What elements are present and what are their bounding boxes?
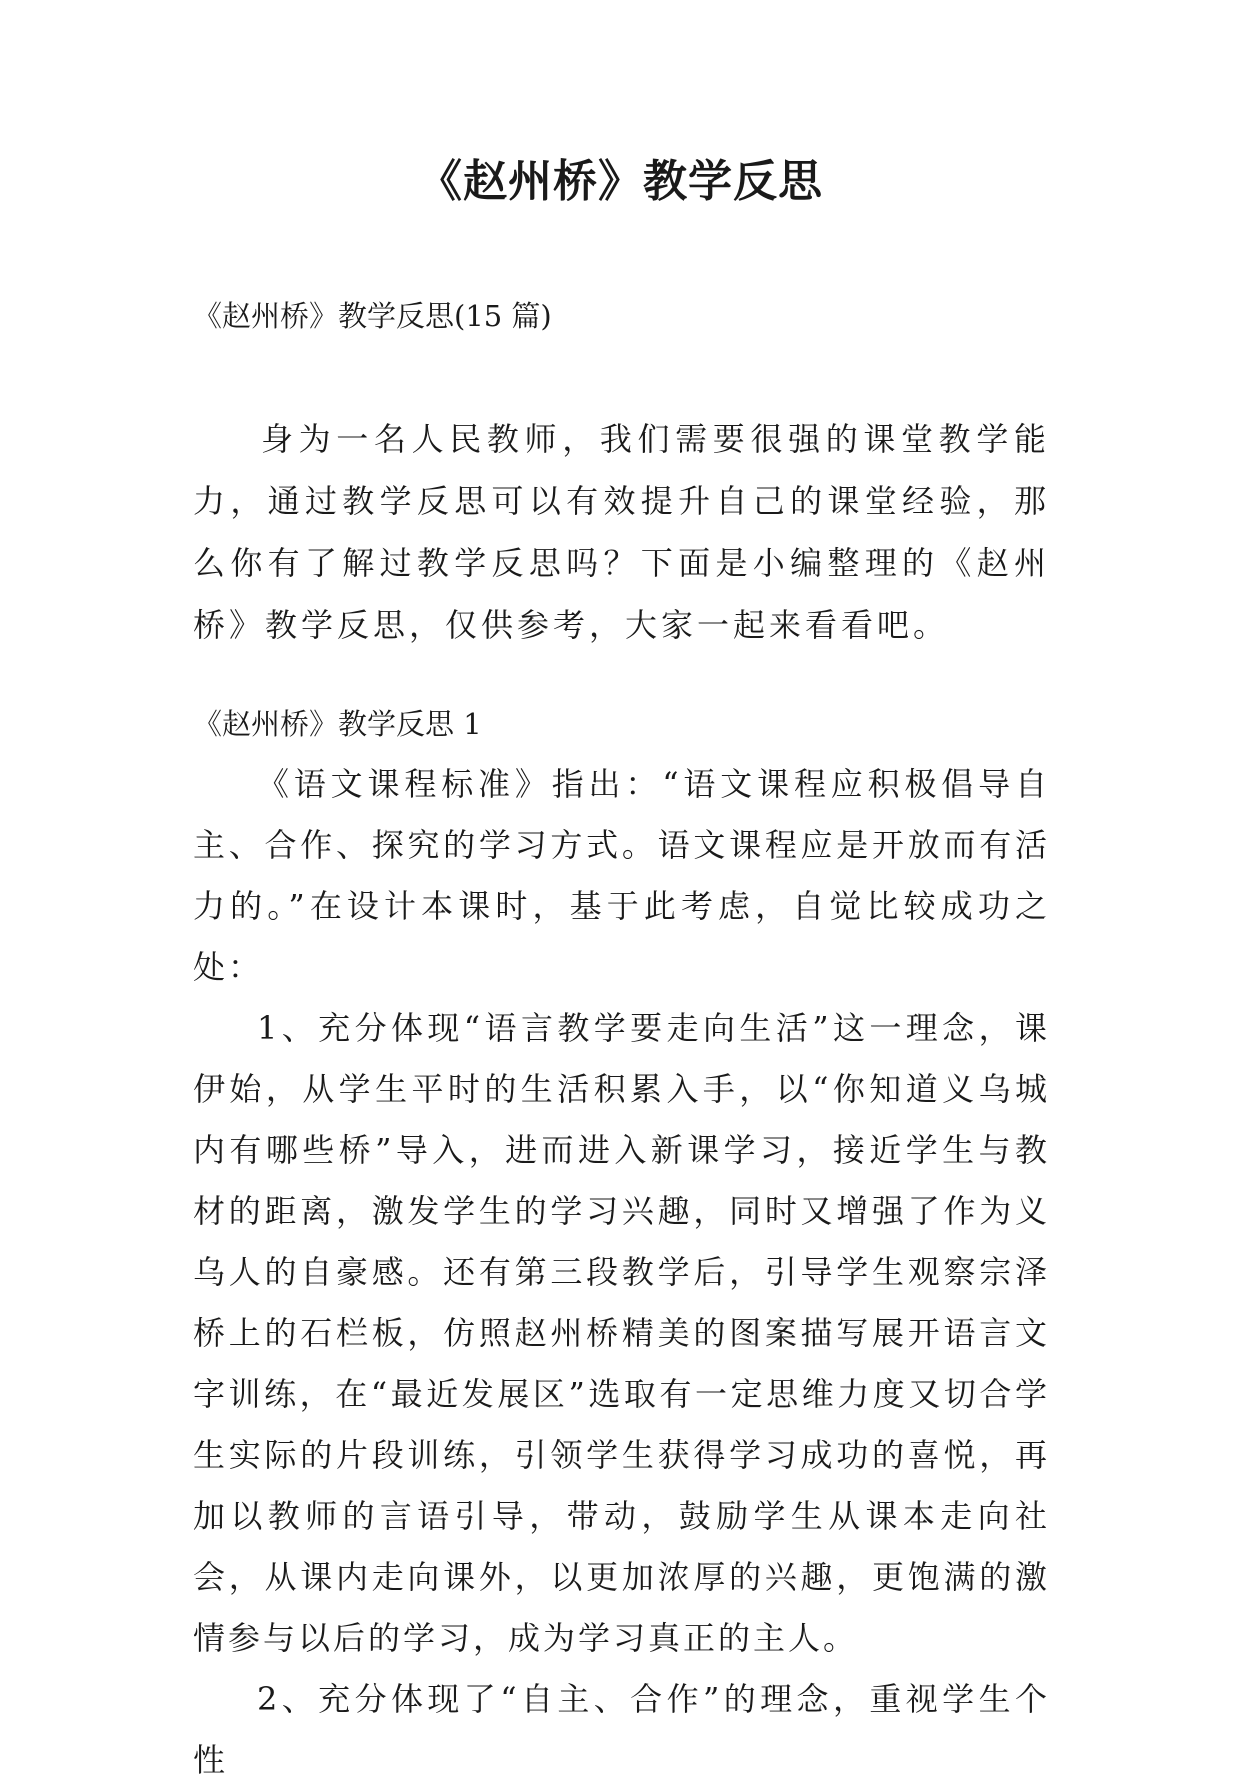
body-paragraph: 《语文课程标准》指出：“语文课程应积极倡导自主、合作、探究的学习方式。语文课程应是开放而有活力的。”在设计本课时，基于此考虑，自觉比较成功之处： [193, 765, 1050, 986]
section-body [193, 754, 1050, 1791]
section-heading: 《赵州桥》教学反思 1 [193, 707, 482, 741]
body-paragraph: 2、充分体现了“自主、合作”的理念，重视学生个性 [193, 1680, 1050, 1779]
body-paragraph: 1、充分体现“语言教学要走向生活”这一理念，课伊始，从学生平时的生活积累入手，以“你知道义乌城内有哪些桥”导入，进而进入新课学习，接近学生与教材的距离，激发学生的学习兴趣，同时又增强了作为义乌人的自豪感。还有第三段教学后，引导学生观察宗泽桥上的石栏板，仿照赵州桥精美的图案描写展开语言文字训练，在“最近发展区”选取有一定思维力度又切合学生实际的片段训练，引领学生获得学习成功的喜悦，再加以教师的言语引导，带动，鼓励学生从课本走向社会，从课内走向课外，以更加浓厚的兴趣，更饱满的激情参与以后的学习，成为学习真正的主人。 [193, 1009, 1050, 1657]
document-subtitle: 《赵州桥》教学反思(15 篇) [193, 299, 552, 333]
intro-paragraph: 身为一名人民教师，我们需要很强的课堂教学能力，通过教学反思可以有效提升自己的课堂经验，那么你有了解过教学反思吗？下面是小编整理的《赵州桥》教学反思，仅供参考，大家一起来看看吧。 [193, 420, 1050, 644]
document-title: 《赵州桥》教学反思 [418, 156, 823, 207]
